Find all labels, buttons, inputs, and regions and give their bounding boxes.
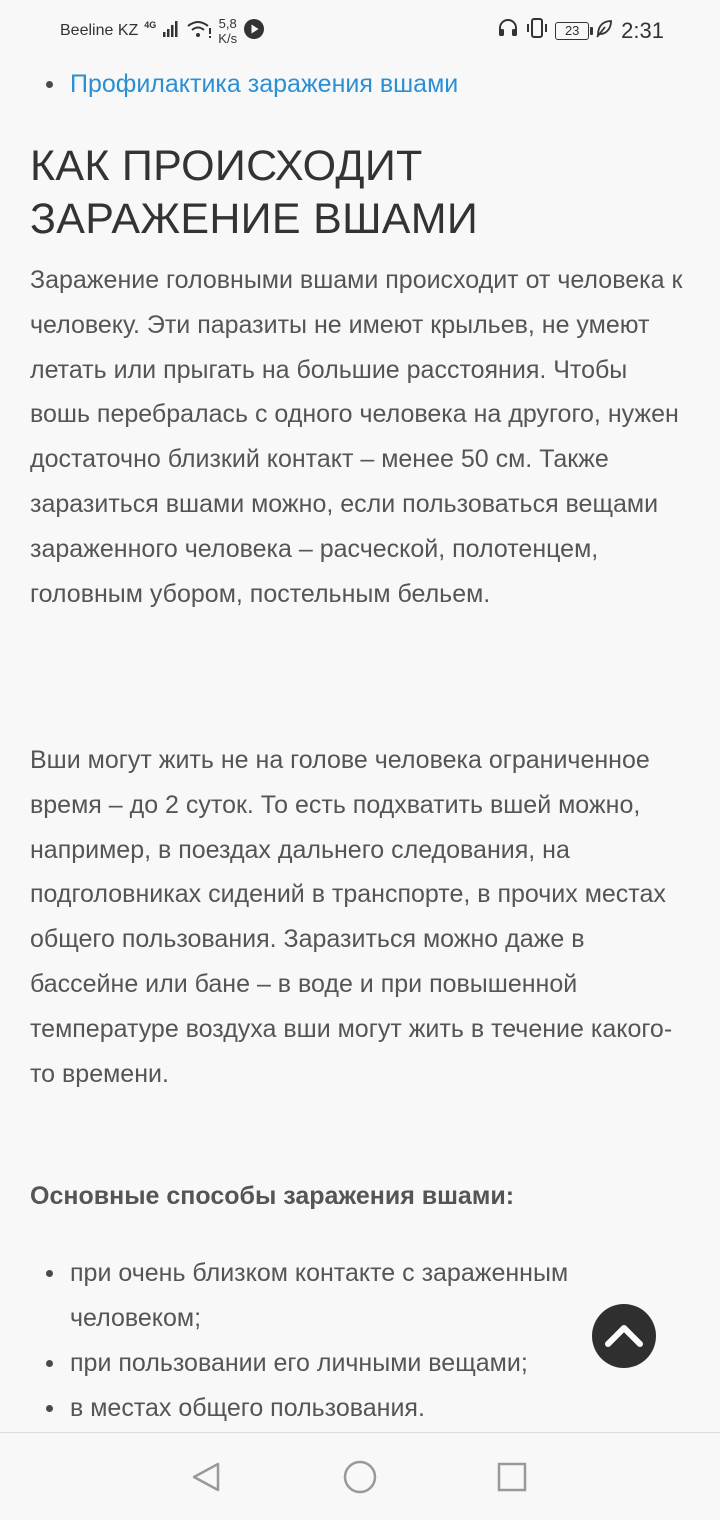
headset-icon	[497, 17, 519, 45]
recent-apps-button[interactable]	[492, 1459, 532, 1499]
status-right	[497, 14, 664, 48]
status-bar	[0, 0, 720, 60]
heading-line-2: ЗАРАЖЕНИЕ ВШАМИ	[30, 195, 479, 243]
network-type-label: 4G	[144, 19, 157, 30]
chevron-up-icon	[604, 1320, 644, 1353]
square-recent-icon	[495, 1460, 529, 1499]
list-item: при очень близком контакте с зараженным человеком;	[0, 1251, 720, 1341]
back-button[interactable]	[186, 1459, 226, 1499]
list-item: при пользовании его личными вещами;	[0, 1341, 720, 1386]
circle-home-icon	[342, 1459, 378, 1500]
list-item: в местах общего пользования.	[0, 1386, 720, 1431]
navigation-bar	[0, 1432, 720, 1520]
triangle-back-icon	[189, 1460, 223, 1499]
clock: 2:31	[621, 18, 664, 43]
status-left	[60, 14, 265, 48]
speed-value: 5,8	[218, 16, 237, 31]
home-button[interactable]	[340, 1459, 380, 1499]
paragraph-1: Заражение головными вшами происходит от человека к человеку. Эти паразиты не имеют крыльев, не умеют летать или прыгать на большие расстояния. Чтобы вошь перебралась с одного человека на другого, нужен достаточно близкий контакт – менее 50 см. Также заразиться вшами можно, если пользоваться вещами зараженного человека – расческой, полотенцем, головным убором, постельным бельем.	[30, 266, 683, 608]
section-heading	[30, 140, 690, 246]
heading-line-1: КАК ПРОИСХОДИТ	[30, 142, 423, 190]
wifi-icon	[186, 19, 212, 44]
vibrate-icon	[525, 17, 549, 45]
leaf-icon	[595, 18, 613, 44]
play-icon	[243, 18, 265, 45]
network-speed	[218, 16, 237, 46]
paragraph-2: Вши могут жить не на голове человека ограниченное время – до 2 суток. То есть подхватить вшей можно, например, в поездах дальнего следования, на подголовниках сидений в транспорте, в прочих местах общего пользования. Заразиться можно даже в бассейне или бане – в воде и при повышенной температуре воздуха вши могут жить в течение какого-то времени.	[30, 746, 673, 1088]
battery-icon	[555, 22, 589, 40]
list-item	[0, 68, 458, 100]
speed-unit: K/s	[218, 31, 238, 46]
carrier-label: Beeline KZ	[60, 22, 139, 39]
signal-icon	[162, 20, 180, 43]
prevention-link[interactable]: Профилактика заражения вшами	[70, 70, 459, 98]
scroll-to-top-button[interactable]	[592, 1304, 656, 1368]
battery-level: 23	[564, 23, 580, 38]
table-of-contents-list	[0, 68, 458, 100]
subheading: Основные способы заражения вшами:	[30, 1182, 515, 1210]
